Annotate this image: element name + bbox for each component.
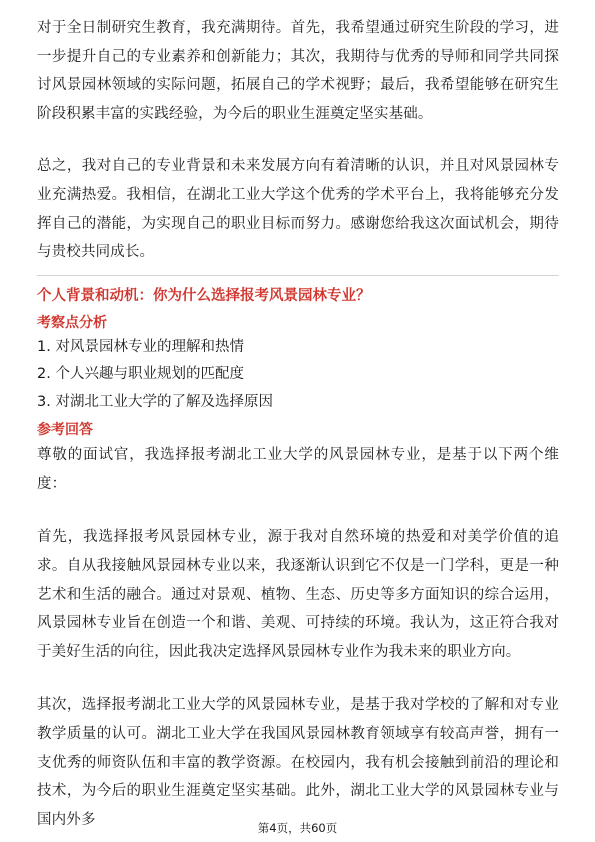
analysis-point: 1. 对风景园林专业的理解和热情 <box>37 338 244 355</box>
intro-paragraph-1: 对于全日制研究生教育，我充满期待。首先，我希望通过研究生阶段的学习，进一步提升自己的专业素养和创新能力；其次，我期待与优秀的导师和同学共同探讨风景园林领域的实际问题，拓展自己的学术视野；最后，我希望能够在研究生阶段积累丰富的实践经验，为今后的职业生涯奠定坚实基础。 <box>37 20 559 122</box>
page-indicator: 第4页，共60页 <box>257 821 338 835</box>
answer-paragraph-2: 首先，我选择报考风景园林专业，源于我对自然环境的热爱和对美学价值的追求。自从我接触风景园林专业以来，我逐渐认识到它不仅是一门学科，更是一种艺术和生活的融合。通过对景观、植物、生态、历史等多方面知识的综合运用，风景园林专业旨在创造一个和谐、美观、可持续的环境。我认为，这正符合我对于美好生活的向往，因此我决定选择风景园林专业作为我未来的职业方向。 <box>37 529 559 660</box>
answer-paragraph-1: 尊敬的面试官，我选择报考湖北工业大学的风景园林专业，是基于以下两个维度： <box>37 447 559 492</box>
answer-label: 参考回答 <box>37 422 93 439</box>
answer-paragraph-3: 其次，选择报考湖北工业大学的风景园林专业，是基于我对学校的了解和对专业教学质量的认可。湖北工业大学在我国风景园林教育领域享有较高声誉，拥有一支优秀的师资队伍和丰富的教学资源。在校园内，我有机会接触到前沿的理论和技术，为今后的职业生涯奠定坚实基础。此外，湖北工业大学的风景园林专业与国内外多 <box>37 697 559 828</box>
analysis-label: 考察点分析 <box>37 314 107 331</box>
analysis-point: 3. 对湖北工业大学的了解及选择原因 <box>37 393 273 410</box>
analysis-point: 2. 个人兴趣与职业规划的匹配度 <box>37 366 244 383</box>
intro-paragraph-2: 总之，我对自己的专业背景和未来发展方向有着清晰的认识，并且对风景园林专业充满热爱。我相信，在湖北工业大学这个优秀的学术平台上，我将能够充分发挥自己的潜能，为实现自己的职业目标而努力。感谢您给我这次面试机会，期待与贵校共同成长。 <box>37 158 559 261</box>
document-page <box>37 14 559 834</box>
analysis-points <box>37 334 559 417</box>
question-title: 个人背景和动机：你为什么选择报考风景园林专业？ <box>37 287 371 304</box>
section-divider <box>37 275 559 276</box>
